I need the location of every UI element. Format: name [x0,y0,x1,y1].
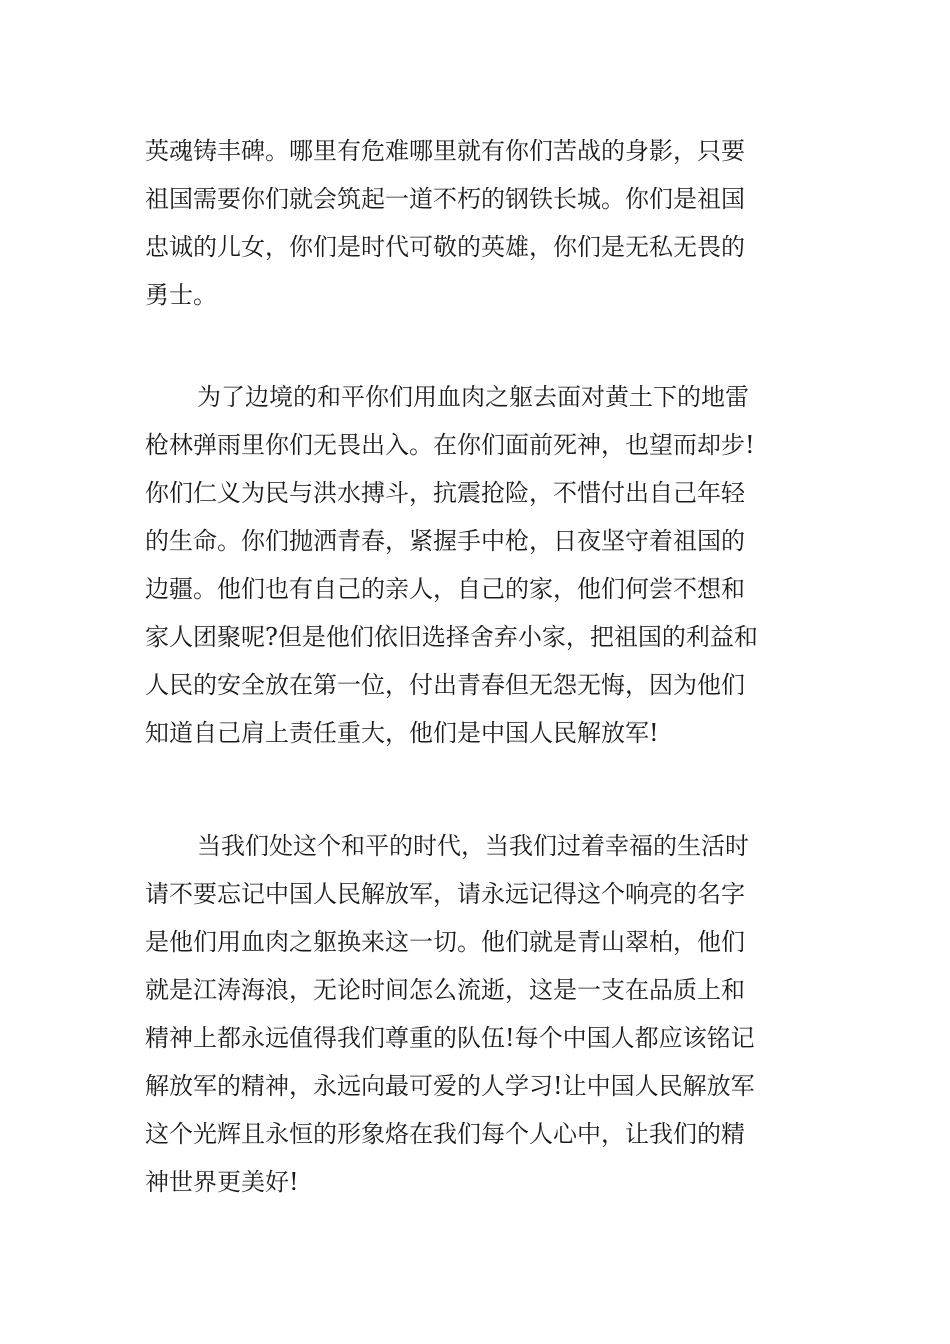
paragraph-2 [145,373,815,757]
paragraph-line: 为了边境的和平你们用血肉之躯去面对黄土下的地雷 [197,383,749,411]
paragraph-line: 勇士。 [145,281,217,309]
paragraph-line: 家人团聚呢?但是他们依旧选择舍弃小家，把祖国的利益和 [145,623,758,651]
paragraph-line: 的生命。你们抛洒青春，紧握手中枪，日夜坚守着祖国的 [145,527,745,555]
paragraph-line: 忠诚的儿女，你们是时代可敬的英雄，你们是无私无畏的 [145,233,745,261]
paragraph-line: 枪林弹雨里你们无畏出入。在你们面前死神，也望而却步! [145,431,755,459]
paragraph-line: 神世界更美好! [145,1168,299,1196]
paragraph-line: 祖国需要你们就会筑起一道不朽的钢铁长城。你们是祖国 [145,185,745,213]
paragraph-1 [145,127,815,319]
paragraph-line: 英魂铸丰碑。哪里有危难哪里就有你们苦战的身影，只要 [145,137,745,165]
paragraph-line: 是他们用血肉之躯换来这一切。他们就是青山翠柏，他们 [145,928,745,956]
paragraph-line: 人民的安全放在第一位，付出青春但无怨无悔，因为他们 [145,671,745,699]
paragraph-line: 就是江涛海浪，无论时间怎么流逝，这是一支在品质上和 [145,976,745,1004]
paragraph-line: 请不要忘记中国人民解放军，请永远记得这个响亮的名字 [145,880,745,908]
paragraph-line: 这个光辉且永恒的形象烙在我们每个人心中，让我们的精 [145,1120,745,1148]
paragraph-line: 你们仁义为民与洪水搏斗，抗震抢险，不惜付出自己年轻 [145,479,745,507]
paragraph-3 [145,822,815,1206]
paragraph-line: 知道自己肩上责任重大，他们是中国人民解放军! [145,719,659,747]
paragraph-line: 精神上都永远值得我们尊重的队伍!每个中国人都应该铭记 [145,1024,755,1052]
paragraph-line: 解放军的精神，永远向最可爱的人学习!让中国人民解放军 [145,1072,755,1100]
paragraph-line: 边疆。他们也有自己的亲人，自己的家，他们何尝不想和 [145,575,745,603]
paragraph-line: 当我们处这个和平的时代，当我们过着幸福的生活时 [197,832,749,860]
